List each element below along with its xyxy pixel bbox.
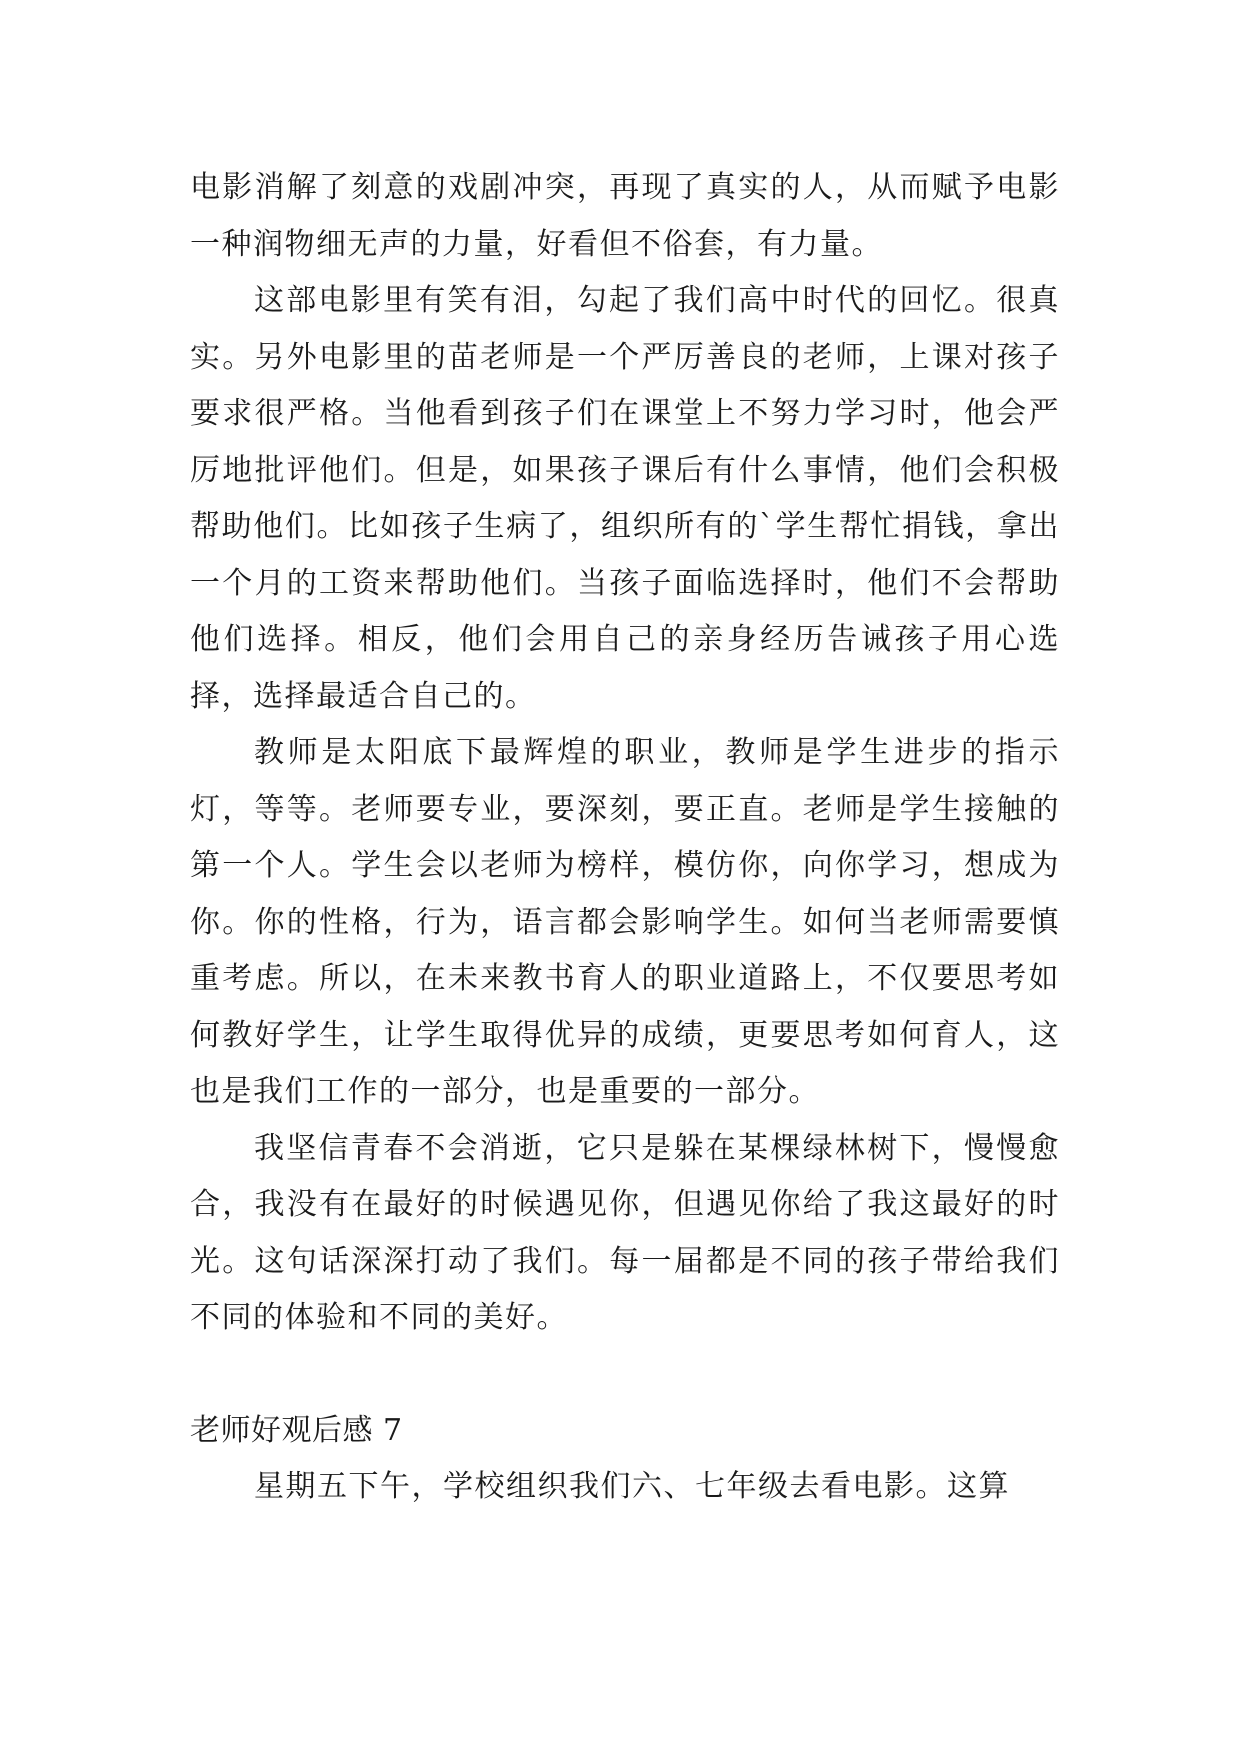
paragraph-section-start: 星期五下午，学校组织我们六、七年级去看电影。这算 [254,1469,1010,1504]
paragraph-continuation: 电影消解了刻意的戏剧冲突，再现了真实的人，从而赋予电影一种润物细无声的力量，好看但不俗套，有力量。 [190,170,1060,262]
paragraph-teacher-profession: 教师是太阳底下最辉煌的职业，教师是学生进步的指示灯，等等。老师要专业，要深刻，要正直。老师是学生接触的第一个人。学生会以老师为榜样，模仿你，向你学习，想成为你。你的性格，行为，语言都会影响学生。如何当老师需要慎重考虑。所以，在未来教书育人的职业道路上，不仅要思考如何教好学生，让学生取得优异的成绩，更要思考如何育人，这也是我们工作的一部分，也是重要的一部分。 [190,735,1060,1109]
document-body [190,160,1060,1516]
paragraph-movie-memories: 这部电影里有笑有泪，勾起了我们高中时代的回忆。很真实。另外电影里的苗老师是一个严厉善良的老师，上课对孩子要求很严格。当他看到孩子们在课堂上不努力学习时，他会严厉地批评他们。但是，如果孩子课后有什么事情，他们会积极帮助他们。比如孩子生病了，组织所有的`学生帮忙捐钱，拿出一个月的工资来帮助他们。当孩子面临选择时，他们不会帮助他们选择。相反，他们会用自己的亲身经历告诫孩子用心选择，选择最适合自己的。 [190,283,1060,714]
section-heading: 老师好观后感 7 [190,1412,403,1448]
paragraph-youth: 我坚信青春不会消逝，它只是躲在某棵绿林树下，慢慢愈合，我没有在最好的时候遇见你，但遇见你给了我这最好的时光。这句话深深打动了我们。每一届都是不同的孩子带给我们不同的体验和不同的美好。 [190,1130,1060,1335]
